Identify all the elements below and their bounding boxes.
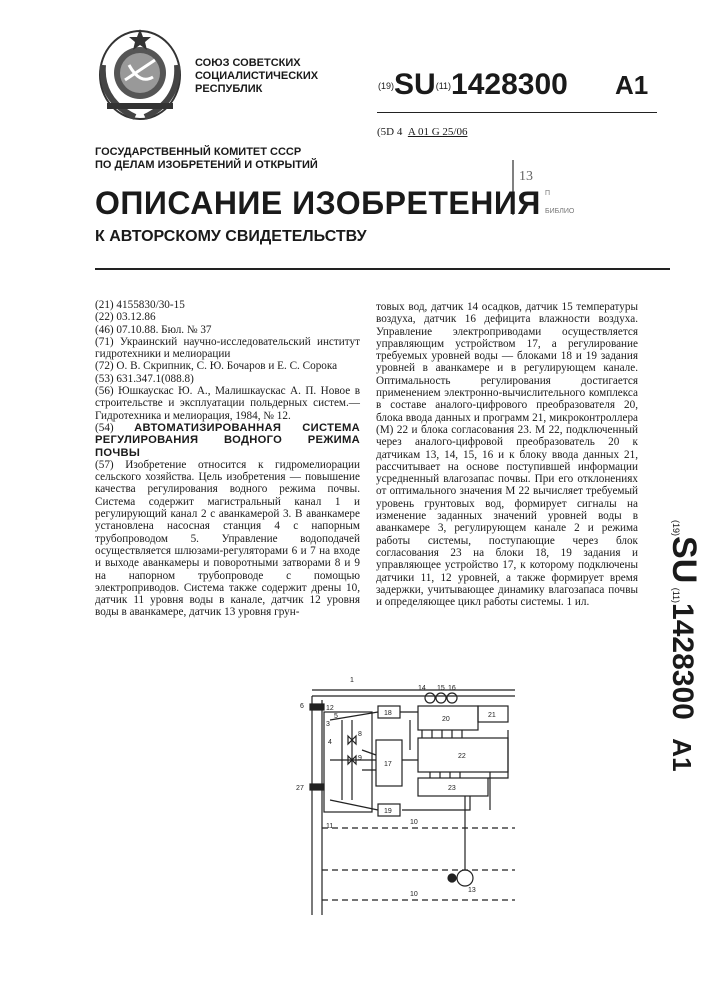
fig-label-10b: 10 <box>410 891 418 898</box>
kind-code: A1 <box>615 70 649 100</box>
right-column <box>376 301 638 608</box>
patent-number: 1428300 <box>451 68 568 101</box>
fig-label-2: 2 <box>296 785 300 792</box>
fig-label-18: 18 <box>384 710 392 717</box>
svg-text:П: П <box>545 190 551 197</box>
ipc <box>377 126 467 138</box>
fig-label-5: 5 <box>334 713 338 720</box>
union-line-1: СОЮЗ СОВЕТСКИХ <box>195 57 301 69</box>
biblio-71: (71) Украинский научно-исследовательский институт гидротехники и мелиорации <box>95 335 360 361</box>
committee-line-1: ГОСУДАРСТВЕННЫЙ КОМИТЕТ СССР <box>95 146 302 158</box>
fig-label-17: 17 <box>384 761 392 768</box>
patent-number-block <box>378 68 568 102</box>
abstract-left: (57) Изобретение относится к гидромелиорации сельского хозяйства. Цель изобретения — повышение качества регулирования водного режима почвы. Система содержит магистральный канал 1 и регулирующий канал 2 с аванкамерой 3. В аванкамере установлена насосная станция 4 с напорным трубопроводом 5. Управление водоподачей осуществляется шлюзами-регуляторами 6 и 7 на входе и выходе аванкамеры и поворотными затворами 8 и 9 на напорном трубопроводе с помощью электроприводов. Система также содержит дрены 10, датчик 11 уровня воды в канале, датчик 12 уровня воды в аванкамере, датчик 13 уровня грун- <box>95 458 360 619</box>
ipc-code: (5D 4 <box>377 126 403 138</box>
side-country: SU <box>665 536 703 584</box>
fig-label-8: 8 <box>358 731 362 738</box>
biblio-72: (72) О. В. Скрипник, С. Ю. Бочаров и Е. С. Сорока <box>95 360 338 373</box>
fig-label-7: 7 <box>300 785 304 792</box>
biblio-53: (53) 631.347.1(088.8) <box>95 372 194 385</box>
biblio-22: (22) 03.12.86 <box>95 311 156 324</box>
header-rule <box>377 112 657 113</box>
stamp-num: 13 <box>519 169 533 184</box>
code-19: (19) <box>378 81 395 92</box>
committee <box>95 146 318 172</box>
country-code: SU <box>394 68 436 101</box>
side-code-11: (11) <box>671 587 681 604</box>
system-diagram <box>290 660 520 920</box>
fig-label-9: 9 <box>358 755 362 762</box>
union-line-2: СОЦИАЛИСТИЧЕСКИХ <box>195 70 319 82</box>
side-kind: A1 <box>667 738 697 772</box>
fig-label-6: 6 <box>300 703 304 710</box>
side-code-19: (19) <box>671 520 681 537</box>
union-line-3: РЕСПУБЛИК <box>195 83 263 95</box>
stamp-text: БИБЛИО <box>545 208 575 215</box>
fig-label-19: 19 <box>384 808 392 815</box>
fig-label-14: 14 <box>418 685 426 692</box>
fig-label-22: 22 <box>458 753 466 760</box>
fig-label-4: 4 <box>328 739 332 746</box>
fig-label-11: 11 <box>326 823 334 830</box>
fig-label-20: 20 <box>442 716 450 723</box>
fig-label-21: 21 <box>488 712 496 719</box>
fig-label-1: 1 <box>350 677 354 684</box>
side-patent-number <box>647 520 703 840</box>
biblio-21: (21) 4155830/30-15 <box>95 299 185 311</box>
fig-label-13: 13 <box>468 887 476 894</box>
union-name <box>195 57 318 96</box>
abstract-right: товых вод, датчик 14 осадков, датчик 15 температуры воздуха, датчик 16 дефицита влажности воздуха. Управление электроприводами осуществляется управляющим устройством 17, а регулирование требуемых уровней воды — блоками 18 и 19 задания уровней в аванкамере и в регулирующем канале. Оптимальность регулирования достигается применением электронно-вычислительного комплекса в составе аналого-цифрового преобразователя 20, блока ввода данных и программ 21, микроконтроллера (М) 22 и блока согласования 23. М 22, подключенный через аналого-цифровой преобразователь 20 к датчикам 13, 14, 15, 16 и к блоку ввода данных 21, рассчитывает на основе поступившей информации усредненный влагозапас почвы. При его отклонениях от оптимального значения М 22 вычисляет требуемый уровень грунтовых вод, формирует сигналы на изменение заданных значений уровней воды в аванкамере 3, регулирующем канале 2 и режима работы системы, поступающие через блок согласования 23 на блоки 18, 19 задания и управляющее устройство 17, к которому подключены датчики 11, 12 уровней, а также формирует время задержки, учитывающее динамику влагозапаса почвы и определяющее цикл работы системы. 1 ил. <box>376 301 638 609</box>
invention-title: АВТОМАТИЗИРОВАННАЯ СИСТЕМА РЕГУЛИРОВАНИЯ ВОДНОГО РЕЖИМА ПОЧВЫ <box>95 421 360 459</box>
fig-label-3: 3 <box>326 721 330 728</box>
code-11: (11) <box>435 81 452 92</box>
ipc-class: A 01 G 25/06 <box>407 126 468 138</box>
document-title: ОПИСАНИЕ ИЗОБРЕТЕНИЯ <box>95 185 541 221</box>
ussr-emblem <box>95 25 185 125</box>
title-rule <box>95 268 670 270</box>
fig-label-16: 16 <box>448 685 456 692</box>
fig-label-12: 12 <box>326 705 334 712</box>
side-number: 1428300 <box>666 603 699 720</box>
fig-label-15: 15 <box>437 685 445 692</box>
committee-line-2: ПО ДЕЛАМ ИЗОБРЕТЕНИЙ И ОТКРЫТИЙ <box>95 159 318 171</box>
left-column <box>95 299 360 619</box>
document-subtitle: К АВТОРСКОМУ СВИДЕТЕЛЬСТВУ <box>95 228 367 245</box>
title54-num: (54) <box>95 421 114 434</box>
fig-label-23: 23 <box>448 785 456 792</box>
biblio-56: (56) Юшкаускас Ю. А., Малишкаускас А. П. Новое в строительстве и эксплуатации польдерных систем.—Гидротехника и мелиорация, 1984, № 12. <box>95 385 360 422</box>
fig-label-10a: 10 <box>410 819 418 826</box>
biblio-46: (46) 07.10.88. Бюл. № 37 <box>95 323 212 336</box>
